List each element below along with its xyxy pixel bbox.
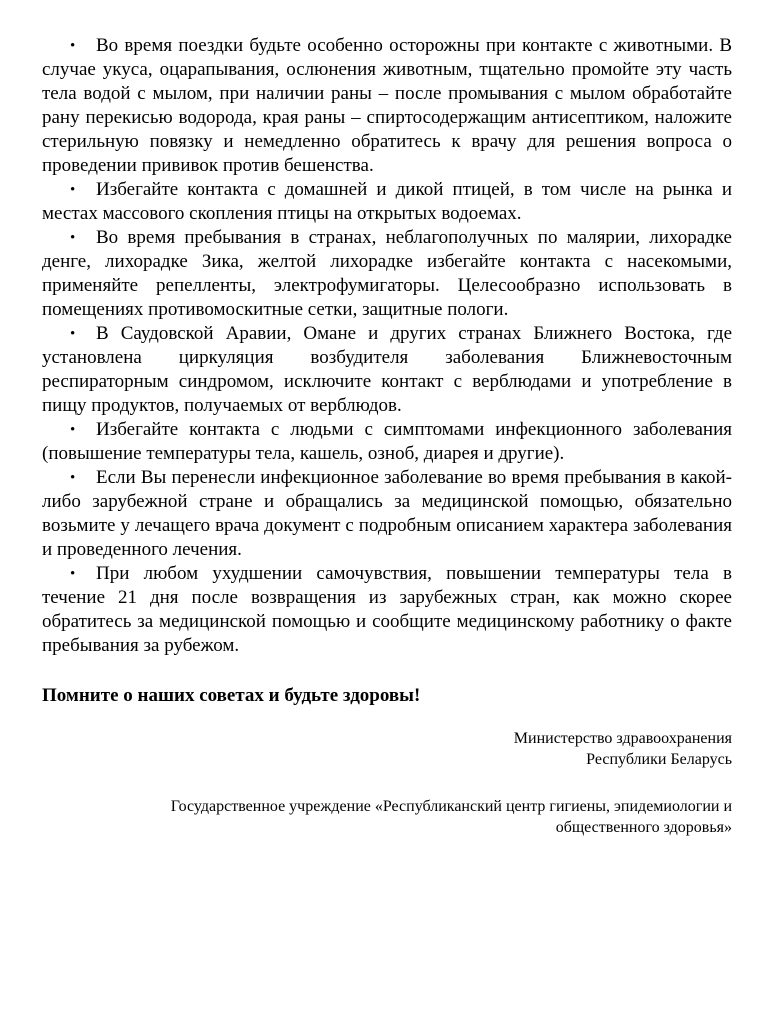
list-item-text: Если Вы перенесли инфекционное заболевание во время пребывания в какой-либо зарубежной стране и обращались за медицинской помощью, обязательно возьмите у лечащего врача документ с подробным описанием характера заболевания и проведенного лечения. bbox=[42, 467, 732, 560]
list-item bbox=[42, 322, 732, 418]
list-item bbox=[42, 418, 732, 466]
list-item bbox=[42, 34, 732, 178]
signature-ministry-line2: Республики Беларусь bbox=[586, 751, 732, 768]
signature-ministry bbox=[42, 728, 732, 770]
document-page bbox=[42, 34, 732, 838]
list-item bbox=[42, 178, 732, 226]
list-item-text: При любом ухудшении самочувствия, повышении температуры тела в течение 21 дня после возвращения из зарубежных стран, как можно скорее обратитесь за медицинской помощью и сообщите медицинскому работнику о факте пребывания за рубежом. bbox=[42, 563, 732, 656]
list-item-text: Избегайте контакта с домашней и дикой птицей, в том числе на рынка и местах массового скопления птицы на открытых водоемах. bbox=[42, 179, 732, 224]
bullet-icon: • bbox=[70, 326, 76, 342]
advice-list bbox=[42, 34, 732, 658]
list-item bbox=[42, 466, 732, 562]
signature-center bbox=[42, 796, 732, 838]
list-item-text: Во время поездки будьте особенно осторожны при контакте с животными. В случае укуса, оцарапывания, ослюнения животным, тщательно промойте эту часть тела водой с мылом, при наличии раны – после промывания с мылом обработайте рану перекисью водорода, края раны – спиртосодержащим антисептиком, наложите стерильную повязку и немедленно обратитесь к врачу для решения вопроса о проведении прививок против бешенства. bbox=[42, 35, 732, 176]
bullet-icon: • bbox=[70, 230, 76, 246]
bullet-icon: • bbox=[70, 470, 76, 486]
bullet-icon: • bbox=[70, 182, 76, 198]
signature-ministry-line1: Министерство здравоохранения bbox=[513, 730, 732, 747]
list-item-text: Во время пребывания в странах, неблагополучных по малярии, лихорадке денге, лихорадке Зика, желтой лихорадке избегайте контакта с насекомыми, применяйте репелленты, электрофумигаторы. Целесообразно использовать в помещениях противомоскитные сетки, защитные пологи. bbox=[42, 227, 732, 320]
bullet-icon: • bbox=[70, 422, 76, 438]
list-item-text: Избегайте контакта с людьми с симптомами инфекционного заболевания (повышение температуры тела, кашель, озноб, диарея и другие). bbox=[42, 419, 732, 464]
closing-statement: Помните о наших советах и будьте здоровы! bbox=[42, 685, 421, 706]
bullet-icon: • bbox=[70, 566, 76, 582]
list-item bbox=[42, 562, 732, 658]
signature-center-line2: общественного здоровья» bbox=[555, 819, 732, 836]
list-item-text: В Саудовской Аравии, Омане и других странах Ближнего Востока, где установлена циркуляция возбудителя заболевания Ближневосточным респираторным синдромом, исключите контакт с верблюдами и употребление в пищу продуктов, получаемых от верблюдов. bbox=[42, 323, 732, 416]
bullet-icon: • bbox=[70, 38, 76, 54]
list-item bbox=[42, 226, 732, 322]
signature-center-line1: Государственное учреждение «Республиканский центр гигиены, эпидемиологии и bbox=[170, 798, 732, 815]
